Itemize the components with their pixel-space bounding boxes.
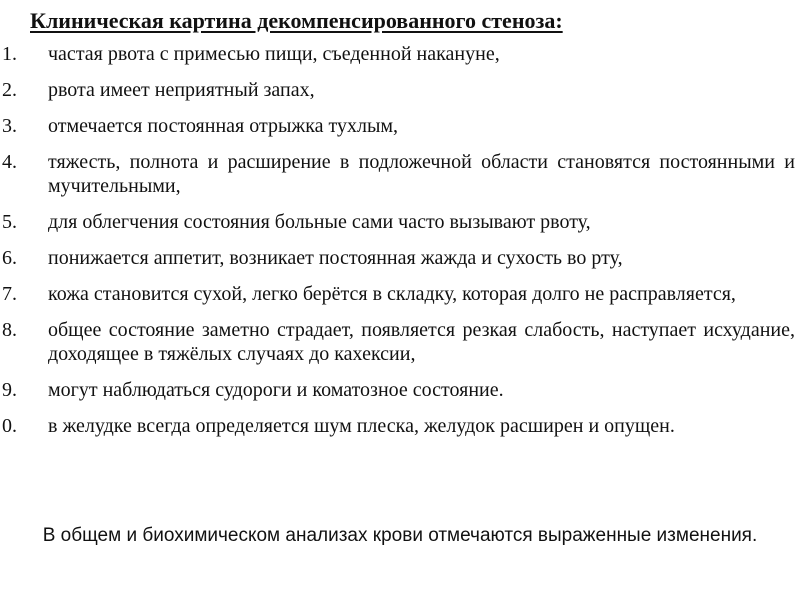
item-number: 2. [2, 79, 17, 101]
list-item-8 [0, 318, 795, 366]
item-text: понижается аппетит, возникает постоянная жажда и сухость во рту, [48, 247, 623, 269]
item-text: тяжесть, полнота и расширение в подложечной области становятся постоянными и мучительными, [48, 151, 795, 197]
list-item-2 [0, 78, 795, 102]
item-number: 3. [2, 115, 17, 137]
item-text: кожа становится сухой, легко берётся в складку, которая долго не расправляется, [48, 283, 736, 305]
item-number: 1. [2, 43, 17, 65]
item-text: общее состояние заметно страдает, появляется резкая слабость, наступает исхудание, доходящее в тяжёлых случаях до кахексии, [48, 319, 795, 365]
item-number: 7. [2, 283, 17, 305]
item-number: 5. [2, 211, 17, 233]
item-number: 0. [2, 415, 17, 437]
item-text: могут наблюдаться судороги и коматозное состояние. [48, 379, 504, 401]
list-item-9 [0, 378, 795, 402]
list-item-5 [0, 210, 795, 234]
symptom-list [0, 42, 795, 450]
list-item-7 [0, 282, 795, 306]
list-item-3 [0, 114, 795, 138]
list-item-6 [0, 246, 795, 270]
item-number: 9. [2, 379, 17, 401]
item-number: 6. [2, 247, 17, 269]
summary-note: В общем и биохимическом анализах крови отмечаются выраженные изменения. [42, 525, 758, 546]
item-text: частая рвота с примесью пищи, съеденной накануне, [48, 43, 500, 65]
item-number: 8. [2, 319, 17, 341]
item-number: 4. [2, 151, 17, 173]
list-item-4 [0, 150, 795, 198]
list-item-10 [0, 414, 795, 438]
list-item-1 [0, 42, 795, 66]
item-text: в желудке всегда определяется шум плеска, желудок расширен и опущен. [48, 415, 675, 437]
item-text: для облегчения состояния больные сами часто вызывают рвоту, [48, 211, 591, 233]
item-text: отмечается постоянная отрыжка тухлым, [48, 115, 399, 137]
slide-title: Клиническая картина декомпенсированного стеноза: [30, 8, 563, 33]
item-text: рвота имеет неприятный запах, [48, 79, 315, 101]
